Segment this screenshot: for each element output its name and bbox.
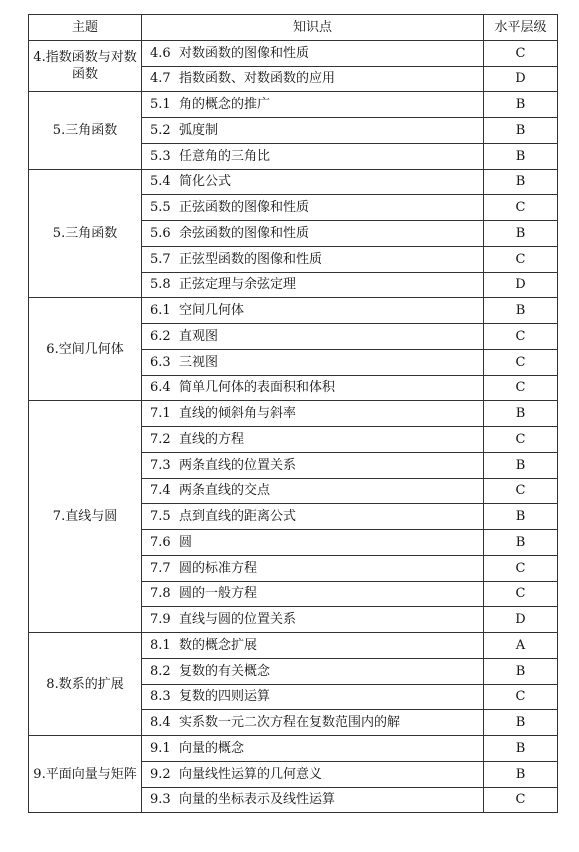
- knowledge-point-name: 实系数一元二次方程在复数范围内的解: [179, 715, 401, 731]
- knowledge-point-name: 向量的坐标表示及线性运算: [179, 792, 336, 808]
- knowledge-point-cell: [142, 66, 484, 92]
- knowledge-point-code: 7.5: [150, 509, 171, 525]
- knowledge-point-name: 三视图: [179, 354, 219, 370]
- knowledge-point-cell: [142, 143, 484, 169]
- level-cell: B: [484, 530, 558, 556]
- table-body: [29, 40, 558, 813]
- level-cell: D: [484, 272, 558, 298]
- knowledge-point-cell: [142, 298, 484, 324]
- knowledge-point-code: 5.4: [150, 174, 171, 190]
- table-row: [29, 92, 558, 118]
- level-cell: B: [484, 221, 558, 247]
- knowledge-point-code: 6.2: [150, 328, 171, 344]
- knowledge-point-cell: [142, 375, 484, 401]
- level-cell: B: [484, 401, 558, 427]
- knowledge-point-name: 指数函数、对数函数的应用: [179, 71, 336, 87]
- topic-cell: 6.空间几何体: [29, 298, 142, 401]
- level-cell: C: [484, 349, 558, 375]
- knowledge-point-code: 6.1: [150, 303, 171, 319]
- level-cell: D: [484, 66, 558, 92]
- knowledge-point-name: 圆的一般方程: [179, 586, 258, 602]
- knowledge-point-cell: [142, 504, 484, 530]
- knowledge-point-cell: [142, 349, 484, 375]
- knowledge-point-code: 7.1: [150, 406, 171, 422]
- level-cell: B: [484, 710, 558, 736]
- level-cell: B: [484, 658, 558, 684]
- knowledge-point-cell: [142, 272, 484, 298]
- knowledge-point-cell: [142, 761, 484, 787]
- knowledge-point-cell: [142, 221, 484, 247]
- level-cell: C: [484, 684, 558, 710]
- table-row: [29, 169, 558, 195]
- knowledge-point-name: 角的概念的推广: [179, 97, 271, 113]
- knowledge-point-cell: [142, 324, 484, 350]
- knowledge-point-name: 余弦函数的图像和性质: [179, 225, 310, 241]
- knowledge-point-cell: [142, 736, 484, 762]
- level-cell: C: [484, 427, 558, 453]
- knowledge-point-code: 8.3: [150, 689, 171, 705]
- knowledge-point-name: 向量线性运算的几何意义: [179, 766, 323, 782]
- table-row: [29, 633, 558, 659]
- level-cell: B: [484, 736, 558, 762]
- knowledge-point-name: 两条直线的交点: [179, 483, 271, 499]
- knowledge-point-name: 点到直线的距离公式: [179, 509, 297, 525]
- knowledge-point-cell: [142, 478, 484, 504]
- knowledge-point-cell: [142, 169, 484, 195]
- knowledge-point-cell: [142, 555, 484, 581]
- level-cell: A: [484, 633, 558, 659]
- knowledge-point-code: 5.7: [150, 251, 171, 267]
- knowledge-point-cell: [142, 633, 484, 659]
- knowledge-point-cell: [142, 684, 484, 710]
- level-cell: C: [484, 478, 558, 504]
- level-cell: B: [484, 143, 558, 169]
- topic-cell: 5.三角函数: [29, 169, 142, 298]
- knowledge-point-code: 4.6: [150, 45, 171, 61]
- knowledge-point-name: 直观图: [179, 328, 219, 344]
- level-cell: B: [484, 761, 558, 787]
- knowledge-point-code: 5.3: [150, 148, 171, 164]
- knowledge-point-name: 数的概念扩展: [179, 637, 258, 653]
- knowledge-point-name: 简单几何体的表面积和体积: [179, 380, 336, 396]
- level-cell: C: [484, 40, 558, 66]
- knowledge-point-code: 8.2: [150, 663, 171, 679]
- level-cell: C: [484, 246, 558, 272]
- knowledge-point-code: 5.5: [150, 200, 171, 216]
- knowledge-point-table: [28, 14, 558, 813]
- knowledge-point-cell: [142, 40, 484, 66]
- knowledge-point-code: 4.7: [150, 71, 171, 87]
- knowledge-point-cell: [142, 452, 484, 478]
- table-row: [29, 736, 558, 762]
- knowledge-point-cell: [142, 401, 484, 427]
- knowledge-point-cell: [142, 787, 484, 813]
- knowledge-point-name: 向量的概念: [179, 740, 245, 756]
- topic-cell: 5.三角函数: [29, 92, 142, 169]
- knowledge-point-code: 7.6: [150, 534, 171, 550]
- knowledge-point-name: 正弦定理与余弦定理: [179, 277, 297, 293]
- topic-cell: 7.直线与圆: [29, 401, 142, 633]
- level-cell: B: [484, 92, 558, 118]
- level-cell: C: [484, 195, 558, 221]
- knowledge-point-cell: [142, 195, 484, 221]
- level-cell: C: [484, 375, 558, 401]
- knowledge-point-name: 弧度制: [179, 122, 219, 138]
- knowledge-point-name: 直线与圆的位置关系: [179, 612, 297, 628]
- level-cell: B: [484, 169, 558, 195]
- knowledge-point-name: 两条直线的位置关系: [179, 457, 297, 473]
- header-knowledge-point: 知识点: [142, 15, 484, 41]
- knowledge-point-name: 直线的方程: [179, 431, 245, 447]
- table-row: [29, 40, 558, 66]
- knowledge-point-code: 6.4: [150, 380, 171, 396]
- knowledge-point-code: 7.9: [150, 612, 171, 628]
- knowledge-point-name: 对数函数的图像和性质: [179, 45, 310, 61]
- knowledge-point-code: 9.3: [150, 792, 171, 808]
- knowledge-point-name: 正弦函数的图像和性质: [179, 200, 310, 216]
- knowledge-point-name: 直线的倾斜角与斜率: [179, 406, 297, 422]
- knowledge-point-name: 复数的四则运算: [179, 689, 271, 705]
- level-cell: B: [484, 504, 558, 530]
- knowledge-point-cell: [142, 530, 484, 556]
- knowledge-point-name: 复数的有关概念: [179, 663, 271, 679]
- knowledge-point-code: 5.2: [150, 122, 171, 138]
- table-row: [29, 298, 558, 324]
- level-cell: C: [484, 581, 558, 607]
- header-topic: 主题: [29, 15, 142, 41]
- level-cell: B: [484, 452, 558, 478]
- level-cell: C: [484, 787, 558, 813]
- knowledge-point-code: 7.2: [150, 431, 171, 447]
- knowledge-point-code: 9.1: [150, 740, 171, 756]
- knowledge-point-cell: [142, 246, 484, 272]
- level-cell: C: [484, 324, 558, 350]
- level-cell: C: [484, 555, 558, 581]
- knowledge-point-name: 正弦型函数的图像和性质: [179, 251, 323, 267]
- knowledge-point-code: 5.8: [150, 277, 171, 293]
- knowledge-point-cell: [142, 427, 484, 453]
- knowledge-point-code: 5.6: [150, 225, 171, 241]
- level-cell: B: [484, 118, 558, 144]
- topic-cell: 8.数系的扩展: [29, 633, 142, 736]
- knowledge-point-cell: [142, 118, 484, 144]
- table-row: [29, 401, 558, 427]
- header-level: 水平层级: [484, 15, 558, 41]
- knowledge-point-code: 9.2: [150, 766, 171, 782]
- knowledge-point-name: 空间几何体: [179, 303, 245, 319]
- level-cell: B: [484, 298, 558, 324]
- knowledge-point-cell: [142, 607, 484, 633]
- knowledge-point-name: 简化公式: [179, 174, 232, 190]
- knowledge-point-code: 7.8: [150, 586, 171, 602]
- header-row: [29, 15, 558, 41]
- knowledge-point-name: 圆: [179, 534, 193, 550]
- knowledge-point-code: 5.1: [150, 97, 171, 113]
- level-cell: D: [484, 607, 558, 633]
- knowledge-point-code: 6.3: [150, 354, 171, 370]
- knowledge-point-code: 7.3: [150, 457, 171, 473]
- topic-cell: 4.指数函数与对数函数: [29, 40, 142, 92]
- knowledge-point-code: 7.7: [150, 560, 171, 576]
- knowledge-point-cell: [142, 710, 484, 736]
- knowledge-point-name: 圆的标准方程: [179, 560, 258, 576]
- knowledge-point-cell: [142, 581, 484, 607]
- topic-cell: 9.平面向量与矩阵: [29, 736, 142, 813]
- knowledge-point-code: 7.4: [150, 483, 171, 499]
- knowledge-point-code: 8.4: [150, 715, 171, 731]
- knowledge-point-name: 任意角的三角比: [179, 148, 271, 164]
- knowledge-point-code: 8.1: [150, 637, 171, 653]
- knowledge-point-cell: [142, 92, 484, 118]
- knowledge-point-cell: [142, 658, 484, 684]
